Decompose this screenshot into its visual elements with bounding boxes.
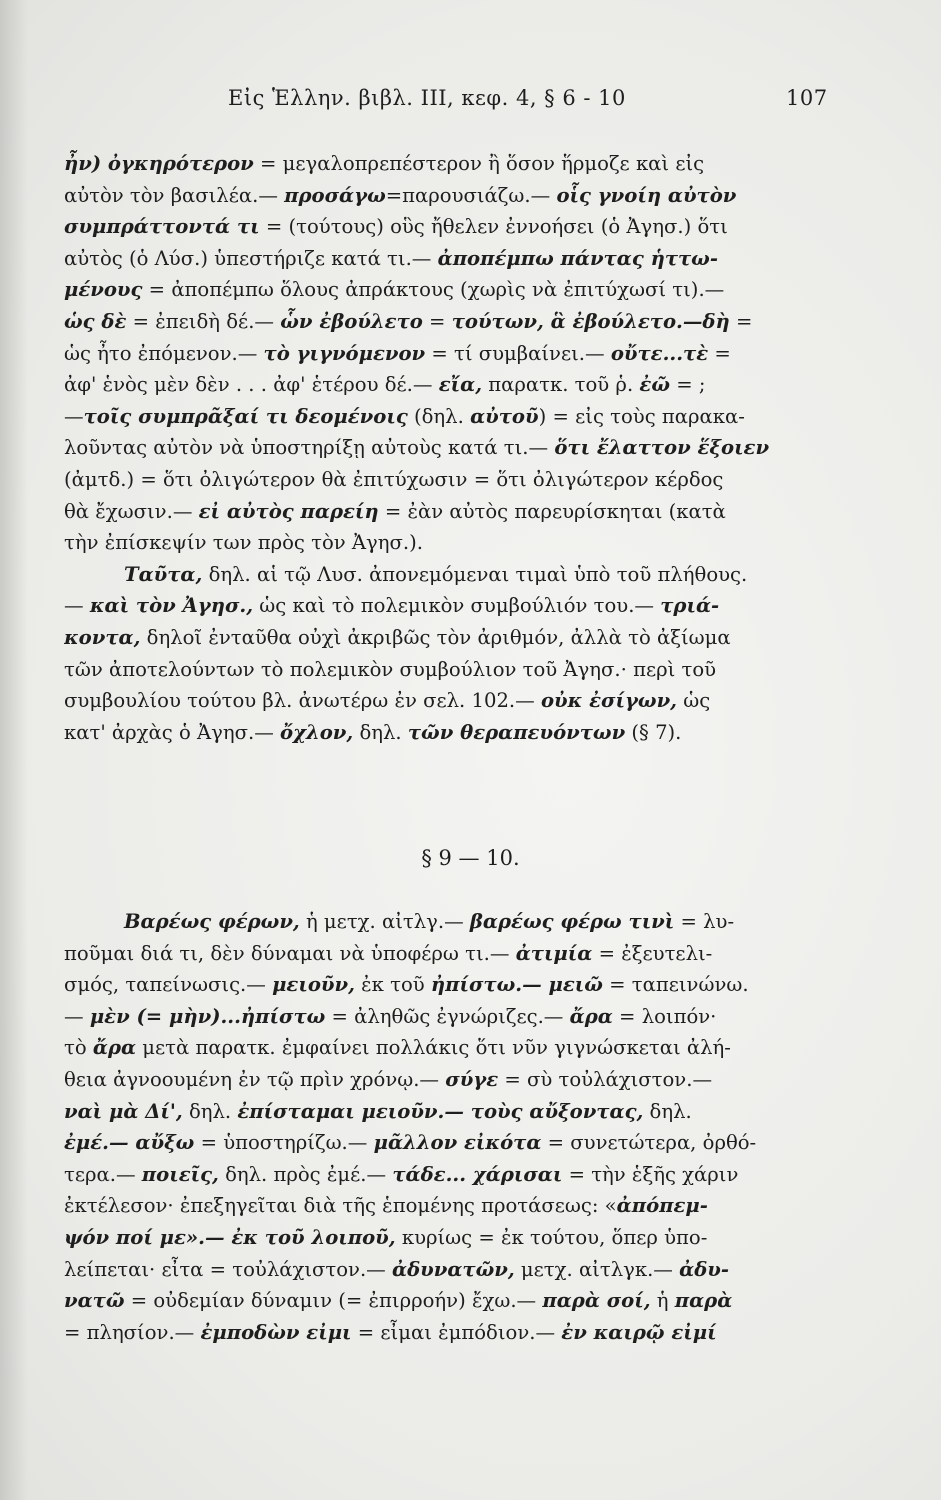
gloss-text: ὡς ἦτο ἐπόμενον.— xyxy=(64,341,264,365)
lemma-term: ἐν καιρῷ εἰμί xyxy=(561,1320,717,1344)
gloss-text: = ἐξευτελι- xyxy=(592,941,713,965)
lemma-term: ἄρα xyxy=(569,1004,613,1028)
gloss-text: — xyxy=(64,594,90,618)
lemma-term: βαρέως φέρω τινὶ xyxy=(469,910,675,933)
gloss-text: = ὑποστηρίζω.— xyxy=(194,1131,374,1155)
gloss-text: = ἐὰν αὐτὸς παρευρίσκηται (κατὰ xyxy=(378,499,726,523)
gloss-text: = σὺ τοὐλάχιστον.— xyxy=(498,1067,713,1091)
gloss-text: = πλησίον.— xyxy=(64,1320,201,1344)
gloss-text: — xyxy=(64,1004,90,1028)
text-line xyxy=(64,685,844,717)
commentary-block-sections-6-8 xyxy=(64,148,844,748)
lemma-term: παρὰ xyxy=(674,1289,733,1313)
text-line xyxy=(64,1222,844,1254)
gloss-text: ποῦμαι διά τι, δὲν δύναμαι νὰ ὑποφέρω τι.— xyxy=(64,941,516,965)
lemma-term: ψόν ποί με».— ἐκ τοῦ λοιποῦ, xyxy=(64,1225,396,1249)
gloss-text: τῶν ἀποτελούντων τὸ πολεμικὸν συμβούλιον τοῦ Ἀγησ.· περὶ τοῦ xyxy=(64,657,717,681)
lemma-term: καὶ τὸν Ἀγησ., xyxy=(89,594,254,618)
gloss-text: παρατκ. τοῦ ῥ. xyxy=(482,373,640,397)
text-line xyxy=(64,590,844,622)
lemma-term: αὐτοῦ xyxy=(470,404,539,428)
text-line xyxy=(64,496,844,528)
gloss-text: = xyxy=(708,341,731,365)
gloss-text: ὡς καὶ τὸ πολεμικὸν συμβούλιόν του.— xyxy=(253,594,661,618)
lemma-term: Βαρέως φέρων, xyxy=(124,910,300,933)
text-line xyxy=(64,1254,844,1286)
gloss-text: θεια ἀγνοουμένη ἐν τῷ πρὶν χρόνῳ.— xyxy=(64,1067,446,1091)
lemma-term: τριά- xyxy=(660,594,720,618)
lemma-term: ἀτιμία xyxy=(515,941,593,965)
lemma-term: ναὶ μὰ Δί', xyxy=(64,1099,183,1123)
text-line xyxy=(64,527,844,559)
lemma-term: συμπράττοντά τι xyxy=(64,215,260,239)
lemma-term: ἀδυ- xyxy=(679,1257,730,1281)
text-line xyxy=(64,654,844,686)
lemma-term: κοντα, xyxy=(64,625,141,649)
gloss-text: = xyxy=(729,309,753,333)
lemma-term: ὄχλον, xyxy=(280,720,354,744)
gloss-text: λοῦντας αὐτὸν νὰ ὑποστηρίξῃ αὐτοὺς κατά τι.— xyxy=(64,436,555,460)
lemma-term: νατῶ xyxy=(64,1289,125,1313)
gloss-text: μετχ. αἰτλγκ.— xyxy=(514,1257,680,1281)
text-line xyxy=(64,717,844,749)
gloss-text: αὐτὸν τὸν βασιλέα.— xyxy=(64,183,285,207)
text-line xyxy=(64,274,844,306)
lemma-term: ἀπόπεμ- xyxy=(616,1194,708,1218)
text-line xyxy=(64,906,844,938)
lemma-term: ἐμποδὼν εἰμι xyxy=(200,1320,352,1344)
text-line xyxy=(64,306,844,338)
gloss-text: = εἶμαι ἐμπόδιον.— xyxy=(351,1320,562,1344)
gloss-text: τὸ xyxy=(64,1036,93,1060)
gloss-text: θὰ ἔχωσιν.— xyxy=(64,499,199,523)
gloss-text: = λυ- xyxy=(674,910,735,933)
text-line xyxy=(64,559,844,591)
gloss-text: = ἀποπέμπω ὅλους ἀπράκτους (χωρὶς νὰ ἐπιτύχωσί τι).— xyxy=(142,278,725,302)
text-line xyxy=(64,148,844,180)
gloss-text: ὡς xyxy=(677,689,711,713)
text-line xyxy=(64,180,844,212)
lemma-term: μειοῦν, xyxy=(272,973,355,997)
lemma-term: ἀδυνατῶν, xyxy=(392,1257,515,1281)
running-title: Εἰς Ἑλλην. βιβλ. ΙΙΙ, κεφ. 4, § 6 - 10 xyxy=(228,86,626,110)
gloss-text: τὴν ἐπίσκεψίν των πρὸς τὸν Ἀγησ.). xyxy=(64,531,423,555)
lemma-term: τάδε... χάρισαι xyxy=(392,1162,563,1186)
gloss-text: τερα.— xyxy=(64,1162,142,1186)
lemma-term: ἄρα xyxy=(92,1036,137,1060)
gloss-text: = ἐπειδὴ δέ.— xyxy=(126,309,281,333)
gloss-text: = λοιπόν· xyxy=(612,1004,717,1028)
lemma-term: σύγε xyxy=(445,1067,499,1091)
lemma-term: μὲν (= μὴν)...ἠπίστω xyxy=(89,1004,326,1028)
lemma-term: τὸ γιγνόμενον xyxy=(263,341,426,365)
gloss-text: δηλ. αἱ τῷ Λυσ. ἀπονεμόμεναι τιμαὶ ὑπὸ τοῦ πλήθους. xyxy=(202,562,748,586)
gloss-text: δηλ. xyxy=(182,1099,238,1123)
lemma-term: τούτων, ἃ ἐβούλετο.—δὴ xyxy=(451,309,730,333)
gloss-text: αὐτὸς (ὁ Λύσ.) ὑπεστήριζε κατά τι.— xyxy=(64,246,438,270)
lemma-term: ἦν) ὀγκηρότερον xyxy=(64,152,254,175)
gloss-text: = (τούτους) οὓς ἤθελεν ἐννοήσει (ὁ Ἀγησ.) ὅτι xyxy=(259,215,728,239)
gloss-text: = συνετώτερα, ὀρθό- xyxy=(541,1131,757,1155)
gloss-text: λείπεται· εἶτα = τοὐλάχιστον.— xyxy=(64,1257,392,1281)
gloss-text: = τί συμβαίνει.— xyxy=(425,341,611,365)
gloss-text: δηλ. πρὸς ἐμέ.— xyxy=(218,1162,393,1186)
gloss-text: =παρουσιάζω.— xyxy=(385,183,557,207)
text-line xyxy=(64,622,844,654)
lemma-term: τῶν θεραπευόντων xyxy=(407,720,626,744)
page-gutter-shadow xyxy=(0,0,28,1500)
lemma-term: Ταῦτα, xyxy=(124,562,203,586)
lemma-term: ποιεῖς, xyxy=(141,1162,219,1186)
gloss-text: = ; xyxy=(670,373,706,397)
gloss-text: — xyxy=(64,404,84,428)
gloss-text: ἡ μετχ. αἰτλγ.— xyxy=(299,910,470,933)
gloss-text: ἡ xyxy=(650,1289,675,1313)
lemma-term: ἠπίστω.— μειῶ xyxy=(430,973,603,997)
lemma-term: ὡς δὲ xyxy=(64,309,127,333)
lemma-term: ἀποπέμπω πάντας ἡττω- xyxy=(437,246,718,270)
text-line xyxy=(64,338,844,370)
text-line xyxy=(64,938,844,970)
gloss-text: = οὐδεμίαν δύναμιν (= ἐπιρροήν) ἔχω.— xyxy=(124,1289,543,1313)
lemma-term: τοῖς συμπρᾶξαί τι δεομένοις xyxy=(83,404,408,428)
lemma-term: εἴα, xyxy=(438,373,483,397)
gloss-text: σμός, ταπείνωσις.— xyxy=(64,973,273,997)
gloss-text: = ταπεινώνω. xyxy=(602,973,749,997)
gloss-text: = μεγαλοπρεπέστερον ἢ ὅσον ἥρμοζε καὶ εἰς xyxy=(253,152,705,175)
gloss-text: κυρίως = ἐκ τούτου, ὅπερ ὑπο- xyxy=(395,1225,708,1249)
lemma-term: παρὰ σοί, xyxy=(542,1289,651,1313)
gloss-text: ἐκ τοῦ xyxy=(354,973,431,997)
lemma-term: οὔτε...τὲ xyxy=(610,341,709,365)
text-line xyxy=(64,1064,844,1096)
gloss-text: δηλ. xyxy=(643,1099,692,1123)
page-header xyxy=(0,80,941,120)
gloss-text: (§ 7). xyxy=(625,720,682,744)
lemma-term: εἰ αὐτὸς παρείη xyxy=(198,499,379,523)
text-line xyxy=(64,1285,844,1317)
gloss-text: = ἀληθῶς ἐγνώριζες.— xyxy=(325,1004,570,1028)
text-line xyxy=(64,1159,844,1191)
text-line xyxy=(64,969,844,1001)
gloss-text: ἐκτέλεσον· ἐπεξηγεῖται διὰ τῆς ἑπομένης προτάσεως: « xyxy=(64,1194,617,1218)
text-line xyxy=(64,432,844,464)
lemma-term: μένους xyxy=(64,278,143,302)
text-line xyxy=(64,401,844,433)
text-line xyxy=(64,1190,844,1222)
gloss-text: ) = εἰς τοὺς παρακα- xyxy=(538,404,745,428)
lemma-term: οἷς γνοίη αὐτὸν xyxy=(556,183,737,207)
gloss-text: = τὴν ἑξῆς χάριν xyxy=(562,1162,739,1186)
gloss-text: δηλοῖ ἐνταῦθα οὐχὶ ἀκριβῶς τὸν ἀριθμόν, ἀλλὰ τὸ ἀξίωμα xyxy=(140,625,731,649)
lemma-term: προσάγω xyxy=(284,183,386,207)
text-line xyxy=(64,211,844,243)
lemma-term: μᾶλλον εἰκότα xyxy=(373,1131,542,1155)
lemma-term: ὧν ἐβούλετο xyxy=(280,309,423,333)
lemma-term: οὐκ ἐσίγων, xyxy=(540,689,677,713)
text-line xyxy=(64,243,844,275)
text-line xyxy=(64,1001,844,1033)
text-line xyxy=(64,1127,844,1159)
lemma-term: ἐμέ.— αὔξω xyxy=(64,1131,195,1155)
gloss-text: (ἀμτδ.) = ὅτι ὀλιγώτερον θὰ ἐπιτύχωσιν = ὅτι ὀλιγώτερον κέρδος xyxy=(64,467,724,491)
text-line xyxy=(64,369,844,401)
text-line xyxy=(64,1032,844,1064)
section-heading: § 9 — 10. xyxy=(421,846,520,870)
gloss-text: ἀφ' ἑνὸς μὲν δὲν . . . ἀφ' ἑτέρου δέ.— xyxy=(64,373,439,397)
gloss-text: κατ' ἀρχὰς ὁ Ἀγησ.— xyxy=(64,720,281,744)
gloss-text: = xyxy=(422,309,452,333)
gloss-text: δηλ. xyxy=(353,720,408,744)
gloss-text: (δηλ. xyxy=(407,404,471,428)
lemma-term: ὅτι ἔλαττον ἕξοιεν xyxy=(554,436,770,460)
lemma-term: ἐπίσταμαι μειοῦν.— τοὺς αὔξοντας, xyxy=(237,1099,644,1123)
text-line xyxy=(64,464,844,496)
page-number: 107 xyxy=(786,86,828,110)
text-line xyxy=(64,1096,844,1128)
commentary-block-sections-9-10 xyxy=(64,906,844,1348)
text-line xyxy=(64,1317,844,1349)
gloss-text: μετὰ παρατκ. ἐμφαίνει πολλάκις ὅτι νῦν γιγνώσκεται ἀλή- xyxy=(136,1036,731,1060)
gloss-text: συμβουλίου τούτου βλ. ἀνωτέρω ἐν σελ. 102.— xyxy=(64,689,541,713)
lemma-term: ἐῶ xyxy=(639,373,670,397)
